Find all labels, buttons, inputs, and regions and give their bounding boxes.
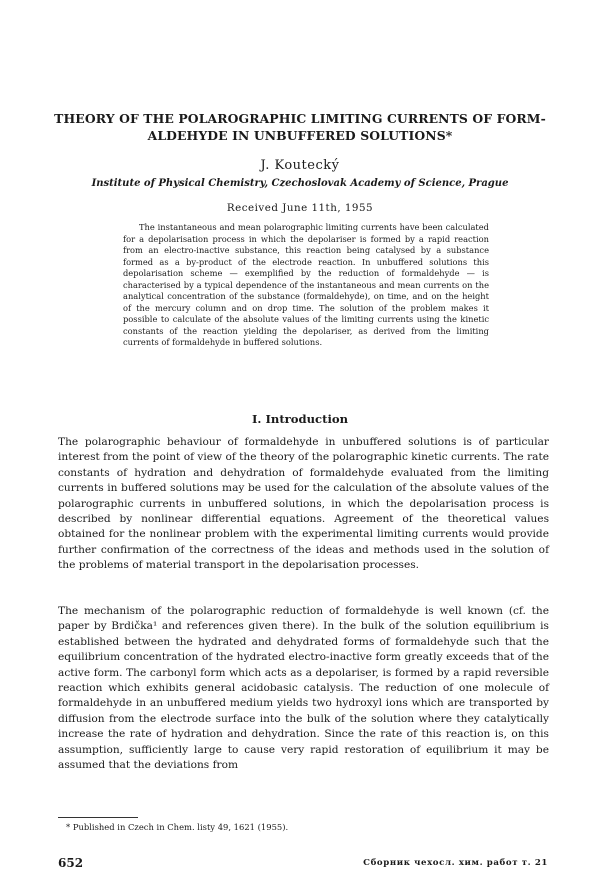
author-name: J. Koutecký [260, 158, 340, 173]
author-affiliation: Institute of Physical Chemistry, Czechoslovak Academy of Science, Prague [91, 178, 509, 189]
section-heading: I. Introduction [251, 412, 349, 426]
title-line-1: THEORY OF THE POLAROGRAPHIC LIMITING CURRENTS OF FORM- [54, 111, 546, 126]
page-number: 652 [58, 856, 84, 870]
footnote-rule [58, 817, 138, 818]
body-paragraph-2: The mechanism of the polarographic reduction of formaldehyde is well known (cf. the paper by Brdička¹ and references given there). In the bulk of the solution equilibrium is established between the hydrated and dehydrated forms of formaldehyde such that the equilibrium concentration of the hydrated electro-inactive form greatly exceeds that of the active form. The carbonyl form which acts as a depolariser, is formed by a rapid reversible reaction which exhibits general acidobasic catalysis. The reduction of one molecule of formaldehyde in an unbuffered medium yields two hydroxyl ions which are transported by diffusion from the electrode surface into the bulk of the solution where they catalytically increase the rate of hydration and dehydration. Since the rate of this reaction is, on this assumption, sufficiently large to cause very rapid restoration of equilibrium it may be assumed that the deviations from [58, 605, 549, 772]
abstract: The instantaneous and mean polarographic limiting currents have been calculated for a depolarisation process in which the depolariser is formed by a rapid reaction from an electro-inactive substance, this reaction being catalysed by a substance formed as a by-product of the electrode reaction. In unbuffered solutions this depolarisation scheme — exemplified by the reduction of formaldehyde — is characterised by a typical dependence of the instantaneous and mean currents on the analytical concentration of the substance (formaldehyde), on time, and on the height of the mercury column and on drop time. The solution of the problem makes it possible to calculate of the absolute values of the limiting currents using the kinetic constants of the reaction yielding the depolariser, as derived from the limiting currents of formaldehyde in buffered solutions. [123, 222, 489, 347]
journal-footer: Сборник чехосл. хим. работ т. 21 [363, 858, 548, 868]
body-paragraph-1: The polarographic behaviour of formaldehyde in unbuffered solutions is of particular interest from the point of view of the theory of the polarographic kinetic currents. The rate constants of hydration and dehydration of formaldehyde evaluated from the limiting currents in buffered solutions may be used for the calculation of the absolute values of the polarographic currents in unbuffered solutions, in which the depolarisation process is described by nonlinear differential equations. Agreement of the theoretical values obtained for the nonlinear problem with the experimental limiting currents would provide further confirmation of the correctness of the ideas and methods used in the solution of the problems of material transport in the depolarisation processes. [58, 436, 549, 572]
title-line-2: ALDEHYDE IN UNBUFFERED SOLUTIONS* [147, 128, 453, 143]
received-date: Received June 11th, 1955 [226, 202, 374, 214]
footnote: * Published in Czech in Chem. listy 49, 1621 (1955). [66, 822, 289, 832]
article-title [40, 110, 560, 144]
